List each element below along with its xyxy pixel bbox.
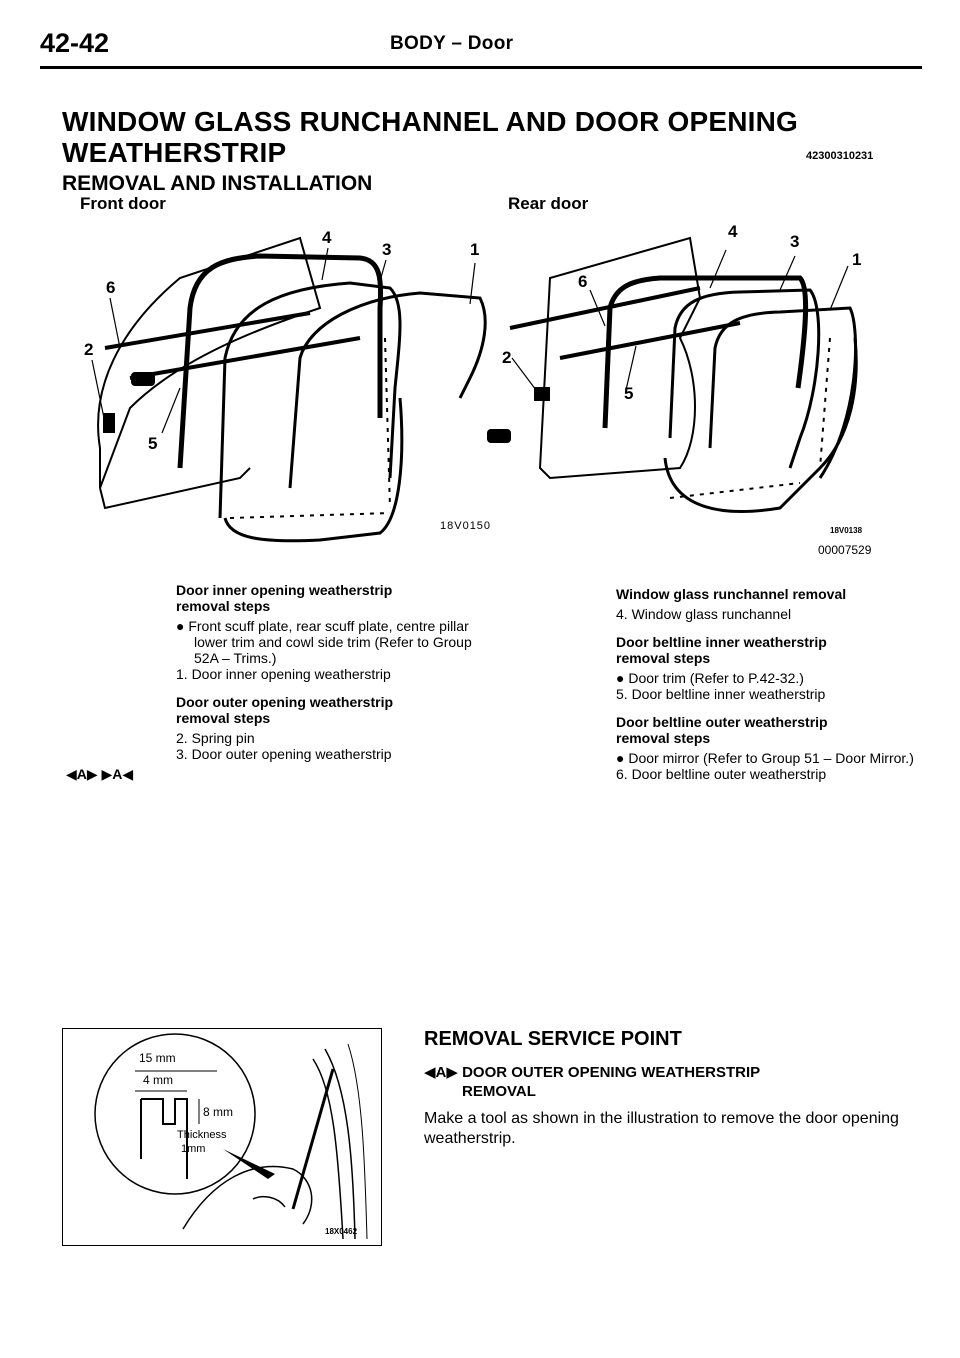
- dim-8mm: 8 mm: [203, 1105, 233, 1119]
- callout-front-1: 1: [470, 240, 480, 259]
- figure-code: 00007529: [818, 543, 872, 557]
- title-line-1: WINDOW GLASS RUNCHANNEL AND DOOR OPENING: [62, 106, 798, 137]
- beltline-outer-bullet: ● Door mirror (Refer to Group 51 – Door Mirror.): [616, 750, 914, 766]
- dim-15mm: 15 mm: [139, 1051, 176, 1065]
- outer-weatherstrip-heading: Door outer opening weatherstrip: [176, 694, 394, 710]
- front-door-label: Front door: [80, 194, 166, 213]
- rear-door-code: 18V0138: [830, 526, 863, 535]
- callout-rear-1: 1: [852, 250, 862, 269]
- callout-front-2: 2: [84, 340, 94, 359]
- outer-step-2: 2. Spring pin: [176, 730, 255, 746]
- title-line-2: WEATHERSTRIP: [62, 137, 287, 168]
- page-number: 42-42: [40, 28, 110, 58]
- thickness-label: Thickness: [177, 1129, 227, 1141]
- callout-rear-3: 3: [790, 232, 800, 251]
- subtitle: REMOVAL AND INSTALLATION: [62, 172, 373, 195]
- rear-door-label: Rear door: [508, 194, 589, 213]
- document-code: 42300310231: [806, 150, 874, 162]
- tool-figure-code: 18X0462: [325, 1227, 358, 1236]
- inner-weatherstrip-heading: Door inner opening weatherstrip: [176, 582, 393, 598]
- callout-front-4: 4: [322, 228, 332, 247]
- tool-illustration: [62, 1028, 382, 1246]
- front-door-code: 18V0150: [440, 520, 492, 532]
- inner-weatherstrip-heading-2: removal steps: [176, 598, 271, 614]
- service-heading-line-1: ◀A▶ DOOR OUTER OPENING WEATHERSTRIP: [424, 1064, 761, 1081]
- beltline-outer-step-6: 6. Door beltline outer weatherstrip: [616, 766, 827, 782]
- inner-step-1: 1. Door inner opening weatherstrip: [176, 666, 391, 682]
- service-point-title: REMOVAL SERVICE POINT: [424, 1028, 682, 1050]
- beltline-inner-step-5: 5. Door beltline inner weatherstrip: [616, 686, 826, 702]
- rear-door-drawing: [510, 238, 856, 511]
- service-point-body: Make a tool as shown in the illustration to remove the door opening weatherstrip.: [424, 1110, 899, 1147]
- door-weatherstrip-diagram: [60, 218, 920, 563]
- service-heading-line-2: REMOVAL: [462, 1083, 536, 1100]
- service-point-marks: ◀A▶ ▶A◀: [66, 766, 134, 782]
- beltline-inner-heading-2: removal steps: [616, 650, 711, 666]
- left-procedure-column: [176, 582, 476, 762]
- beltline-outer-heading: Door beltline outer weatherstrip: [616, 714, 828, 730]
- beltline-inner-bullet: ● Door trim (Refer to P.42-32.): [616, 670, 804, 686]
- callout-front-3: 3: [382, 240, 392, 259]
- thickness-value: 1mm: [181, 1143, 206, 1155]
- dim-4mm: 4 mm: [143, 1073, 173, 1087]
- runchannel-heading: Window glass runchannel removal: [616, 586, 847, 602]
- callout-rear-6: 6: [578, 272, 588, 291]
- beltline-outer-heading-2: removal steps: [616, 730, 711, 746]
- callout-rear-4: 4: [728, 222, 738, 241]
- callout-front-6: 6: [106, 278, 116, 297]
- page-title: [62, 106, 798, 168]
- callout-rear-5: 5: [624, 384, 634, 403]
- right-procedure-column: [616, 586, 916, 782]
- header-rule: [40, 66, 922, 69]
- inner-step-bullet: ● Front scuff plate, rear scuff plate, centre pillar lower trim and cowl side trim (Refer to Group 52A – Trims.): [176, 618, 472, 666]
- section-title: BODY – Door: [390, 33, 514, 54]
- runchannel-step-4: 4. Window glass runchannel: [616, 606, 792, 622]
- service-point-heading: [424, 1063, 760, 1101]
- beltline-inner-heading: Door beltline inner weatherstrip: [616, 634, 827, 650]
- callout-rear-2: 2: [502, 348, 512, 367]
- outer-step-3: 3. Door outer opening weatherstrip: [176, 746, 392, 762]
- callout-front-5: 5: [148, 434, 158, 453]
- outer-weatherstrip-heading-2: removal steps: [176, 710, 271, 726]
- front-door-drawing: [98, 238, 510, 541]
